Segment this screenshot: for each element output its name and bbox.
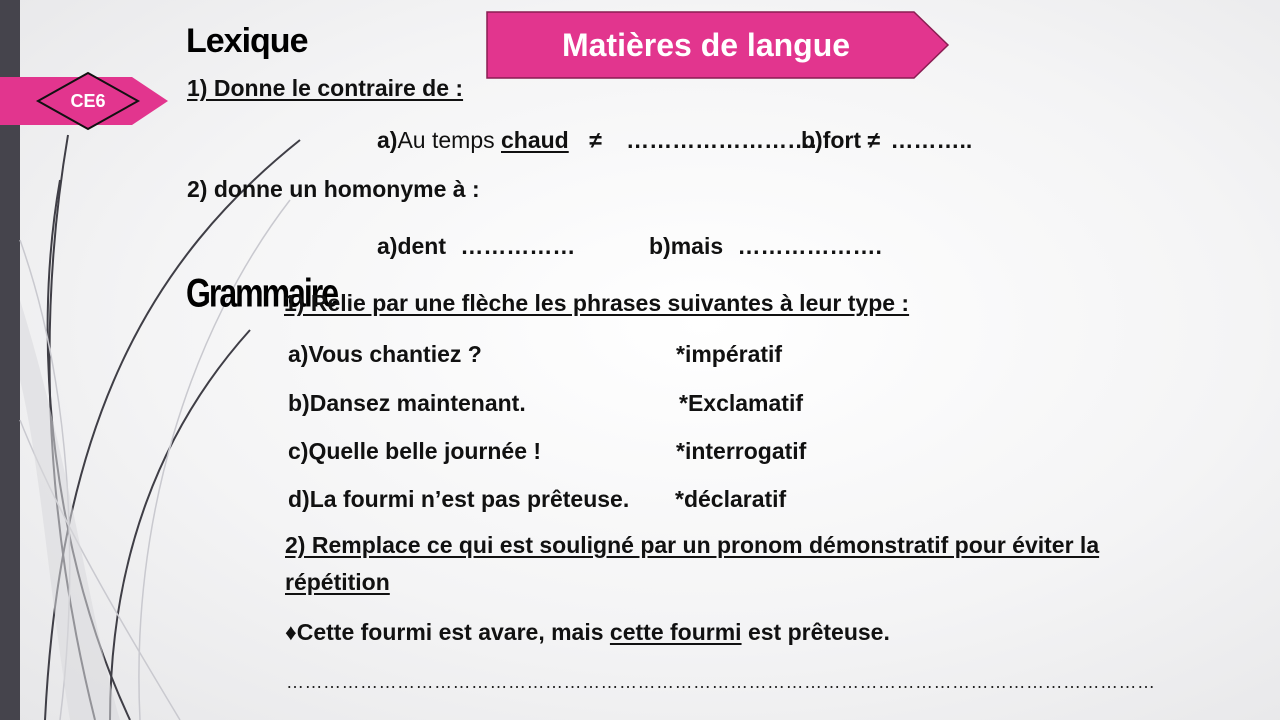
grammaire-heading: Grammaire	[186, 270, 337, 315]
sentence-item: c)Quelle belle journée !	[288, 438, 542, 464]
item-b-label: b)fort ≠	[801, 127, 881, 153]
grammaire-question-2-line2: répétition	[285, 569, 390, 595]
sentence-item: b)Dansez maintenant.	[288, 390, 526, 416]
lexique-question-2: 2) donne un homonyme à :	[187, 176, 480, 202]
lexique-q2-item-a	[377, 233, 575, 260]
item-a-blank: …………………….	[626, 127, 817, 153]
lexique-q1-item-b	[801, 127, 972, 154]
item-b-blank: ………..	[890, 127, 973, 153]
answer-line: ……………………………………………………………………………………………………………………………	[286, 672, 1156, 692]
sentence-item: a)Vous chantiez ?	[288, 341, 482, 367]
replacement-sentence	[285, 619, 890, 646]
lexique-q2-item-b	[649, 233, 882, 260]
not-equal-symbol: ≠	[589, 127, 602, 153]
item-a-text: Au temps	[397, 127, 501, 153]
item-a-prefix: a)	[377, 127, 398, 153]
type-item: *impératif	[676, 341, 783, 367]
level-badge: CE6	[70, 91, 106, 111]
grammaire-question-2-line1: 2) Remplace ce qui est souligné par un pronom démonstratif pour éviter la	[285, 532, 1100, 558]
type-item: *Exclamatif	[679, 390, 804, 416]
q2-item-b-label: b)mais	[649, 233, 724, 259]
lexique-question-1: 1) Donne le contraire de :	[187, 75, 464, 101]
type-item: *interrogatif	[676, 438, 807, 464]
q2-item-a-label: a)dent	[377, 233, 446, 259]
lexique-q1-item-a	[377, 127, 817, 154]
lexique-heading: Lexique	[186, 22, 308, 60]
sentence-item: d)La fourmi n’est pas prêteuse.	[288, 486, 630, 512]
q2-item-b-blank: ……………….	[737, 233, 882, 259]
sentence-end: est prêteuse.	[741, 619, 890, 645]
q2-item-a-blank: ……………	[460, 233, 576, 259]
item-a-word: chaud	[501, 127, 569, 153]
sentence-start: ♦Cette fourmi est avare, mais	[285, 619, 610, 645]
type-item: *déclaratif	[675, 486, 787, 512]
sentence-underlined: cette fourmi	[609, 619, 742, 645]
grammaire-question-1: 1) Relie par une flèche les phrases suivantes à leur type :	[284, 290, 910, 316]
page-title: Matières de langue	[561, 27, 851, 63]
